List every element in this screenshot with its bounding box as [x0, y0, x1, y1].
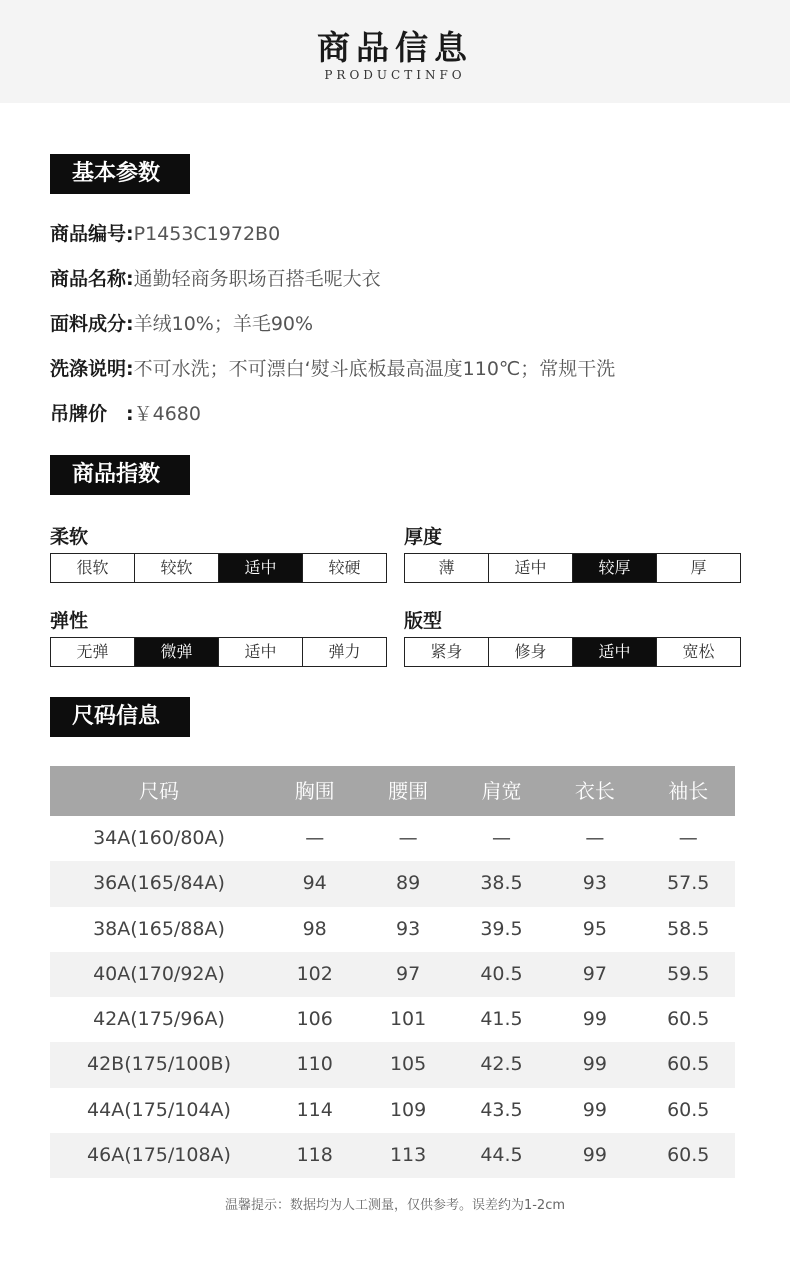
index-label-elasticity: 弹性: [50, 610, 89, 632]
table-cell: 60.5: [667, 1053, 710, 1076]
table-row: [50, 1042, 735, 1087]
index-option: 宽松: [656, 638, 740, 666]
table-cell: —: [398, 827, 418, 849]
column-header: 尺码: [139, 779, 179, 803]
column-header: 腰围: [388, 779, 429, 803]
table-row: [50, 816, 735, 861]
param-value: ￥4680: [133, 403, 201, 425]
table-cell: —: [678, 827, 698, 849]
table-cell: 97: [395, 962, 421, 985]
table-cell: —: [491, 827, 511, 849]
param-value: 羊绒10%；羊毛90%: [133, 313, 314, 335]
table-cell: 42A(175/96A): [93, 1008, 225, 1031]
table-cell: 93: [582, 872, 607, 895]
table-cell: 34A(160/80A): [93, 827, 225, 849]
table-cell: 44.5: [480, 1144, 523, 1167]
param-key: 面料成分:: [50, 313, 134, 335]
table-cell: 36A(165/84A): [93, 872, 225, 895]
section-title-index: 商品指数: [50, 455, 190, 495]
table-cell: 41.5: [480, 1008, 523, 1031]
table-cell: 42B(175/100B): [86, 1053, 231, 1076]
param-item-fabric: [50, 311, 313, 337]
table-cell: 118: [296, 1144, 333, 1167]
param-item-price: [50, 401, 201, 427]
index-option: 薄: [438, 558, 455, 577]
table-cell: 42.5: [480, 1053, 523, 1076]
index-option: 很软: [76, 558, 109, 577]
index-option: 适中: [572, 638, 656, 666]
index-option: 较厚: [572, 554, 656, 582]
table-cell: 60.5: [667, 1098, 710, 1121]
table-cell: 99: [582, 1008, 607, 1031]
table-cell: 60.5: [667, 1144, 710, 1167]
index-scale-elasticity: [50, 637, 387, 667]
param-value: 通勤轻商务职场百搭毛呢大衣: [133, 268, 381, 290]
index-option: 修身: [488, 638, 572, 666]
table-cell: 89: [395, 872, 421, 895]
table-cell: 99: [582, 1144, 607, 1167]
table-cell: 40.5: [480, 962, 523, 985]
table-cell: 38.5: [480, 872, 523, 895]
table-row: [50, 1088, 735, 1133]
page-subtitle: PRODUCTINFO: [324, 68, 466, 82]
table-row: [50, 997, 735, 1042]
page-header: [0, 0, 790, 103]
index-option: 适中: [488, 554, 572, 582]
index-label-softness: 柔软: [50, 526, 89, 548]
table-cell: —: [585, 827, 605, 849]
index-option: 厚: [656, 554, 740, 582]
table-cell: 114: [296, 1098, 333, 1121]
param-item-washing: [50, 356, 615, 382]
table-cell: 57.5: [667, 872, 710, 895]
index-option: 无弹: [76, 642, 109, 661]
table-cell: 94: [302, 872, 327, 895]
table-cell: 99: [582, 1098, 607, 1121]
table-row: [50, 952, 735, 997]
section-title-size: 尺码信息: [50, 697, 190, 737]
table-cell: 40A(170/92A): [93, 962, 225, 985]
table-cell: 44A(175/104A): [87, 1098, 231, 1121]
table-cell: 110: [296, 1053, 333, 1076]
index-option: 紧身: [430, 642, 463, 661]
index-option: 适中: [218, 554, 302, 582]
table-cell: 46A(175/108A): [87, 1144, 231, 1167]
section-title-basic: 基本参数: [50, 154, 190, 194]
param-item-code: [50, 221, 280, 247]
param-key: 吊牌价 :: [50, 403, 134, 425]
table-cell: 38A(165/88A): [93, 917, 225, 940]
table-cell: 95: [582, 917, 607, 940]
table-row: [50, 861, 735, 906]
index-option: 较软: [134, 554, 218, 582]
column-header: 袖长: [668, 779, 709, 803]
index-label-thickness: 厚度: [404, 526, 443, 548]
table-cell: 106: [296, 1008, 333, 1031]
param-item-name: [50, 266, 381, 292]
size-table-header: [50, 766, 735, 816]
table-cell: 99: [582, 1053, 607, 1076]
index-option: 适中: [218, 638, 302, 666]
index-option: 较硬: [302, 554, 386, 582]
param-value: 不可水洗；不可漂白‘熨斗底板最高温度110℃；常规干洗: [133, 358, 616, 380]
table-cell: 105: [389, 1053, 427, 1076]
table-cell: 97: [582, 962, 607, 985]
measurement-note: 温馨提示：数据均为人工测量，仅供参考。误差约为1-2cm: [224, 1198, 566, 1213]
index-scale-thickness: [404, 553, 741, 583]
index-scale-softness: [50, 553, 387, 583]
table-cell: 93: [395, 917, 421, 940]
table-cell: 39.5: [480, 917, 523, 940]
table-cell: 102: [296, 962, 333, 985]
index-scale-fit: [404, 637, 741, 667]
table-row: [50, 1133, 735, 1178]
table-cell: 109: [389, 1098, 427, 1121]
param-key: 商品编号:: [50, 223, 134, 245]
table-cell: 101: [389, 1008, 427, 1031]
index-label-fit: 版型: [404, 610, 443, 632]
index-option: 弹力: [302, 638, 386, 666]
column-header: 肩宽: [481, 779, 522, 803]
table-cell: 98: [302, 917, 327, 940]
table-row: [50, 907, 735, 952]
column-header: 胸围: [294, 779, 335, 803]
size-table: [50, 766, 735, 1178]
param-key: 商品名称:: [50, 268, 134, 290]
table-cell: 59.5: [667, 962, 710, 985]
param-value: P1453C1972B0: [133, 223, 281, 245]
table-cell: 43.5: [480, 1098, 523, 1121]
table-cell: 58.5: [667, 917, 710, 940]
table-cell: 60.5: [667, 1008, 710, 1031]
param-key: 洗涤说明:: [50, 358, 134, 380]
index-option: 微弹: [134, 638, 218, 666]
column-header: 衣长: [574, 779, 615, 803]
table-cell: 113: [389, 1144, 427, 1167]
table-cell: —: [305, 827, 325, 849]
page-title: 商品信息: [317, 28, 473, 67]
